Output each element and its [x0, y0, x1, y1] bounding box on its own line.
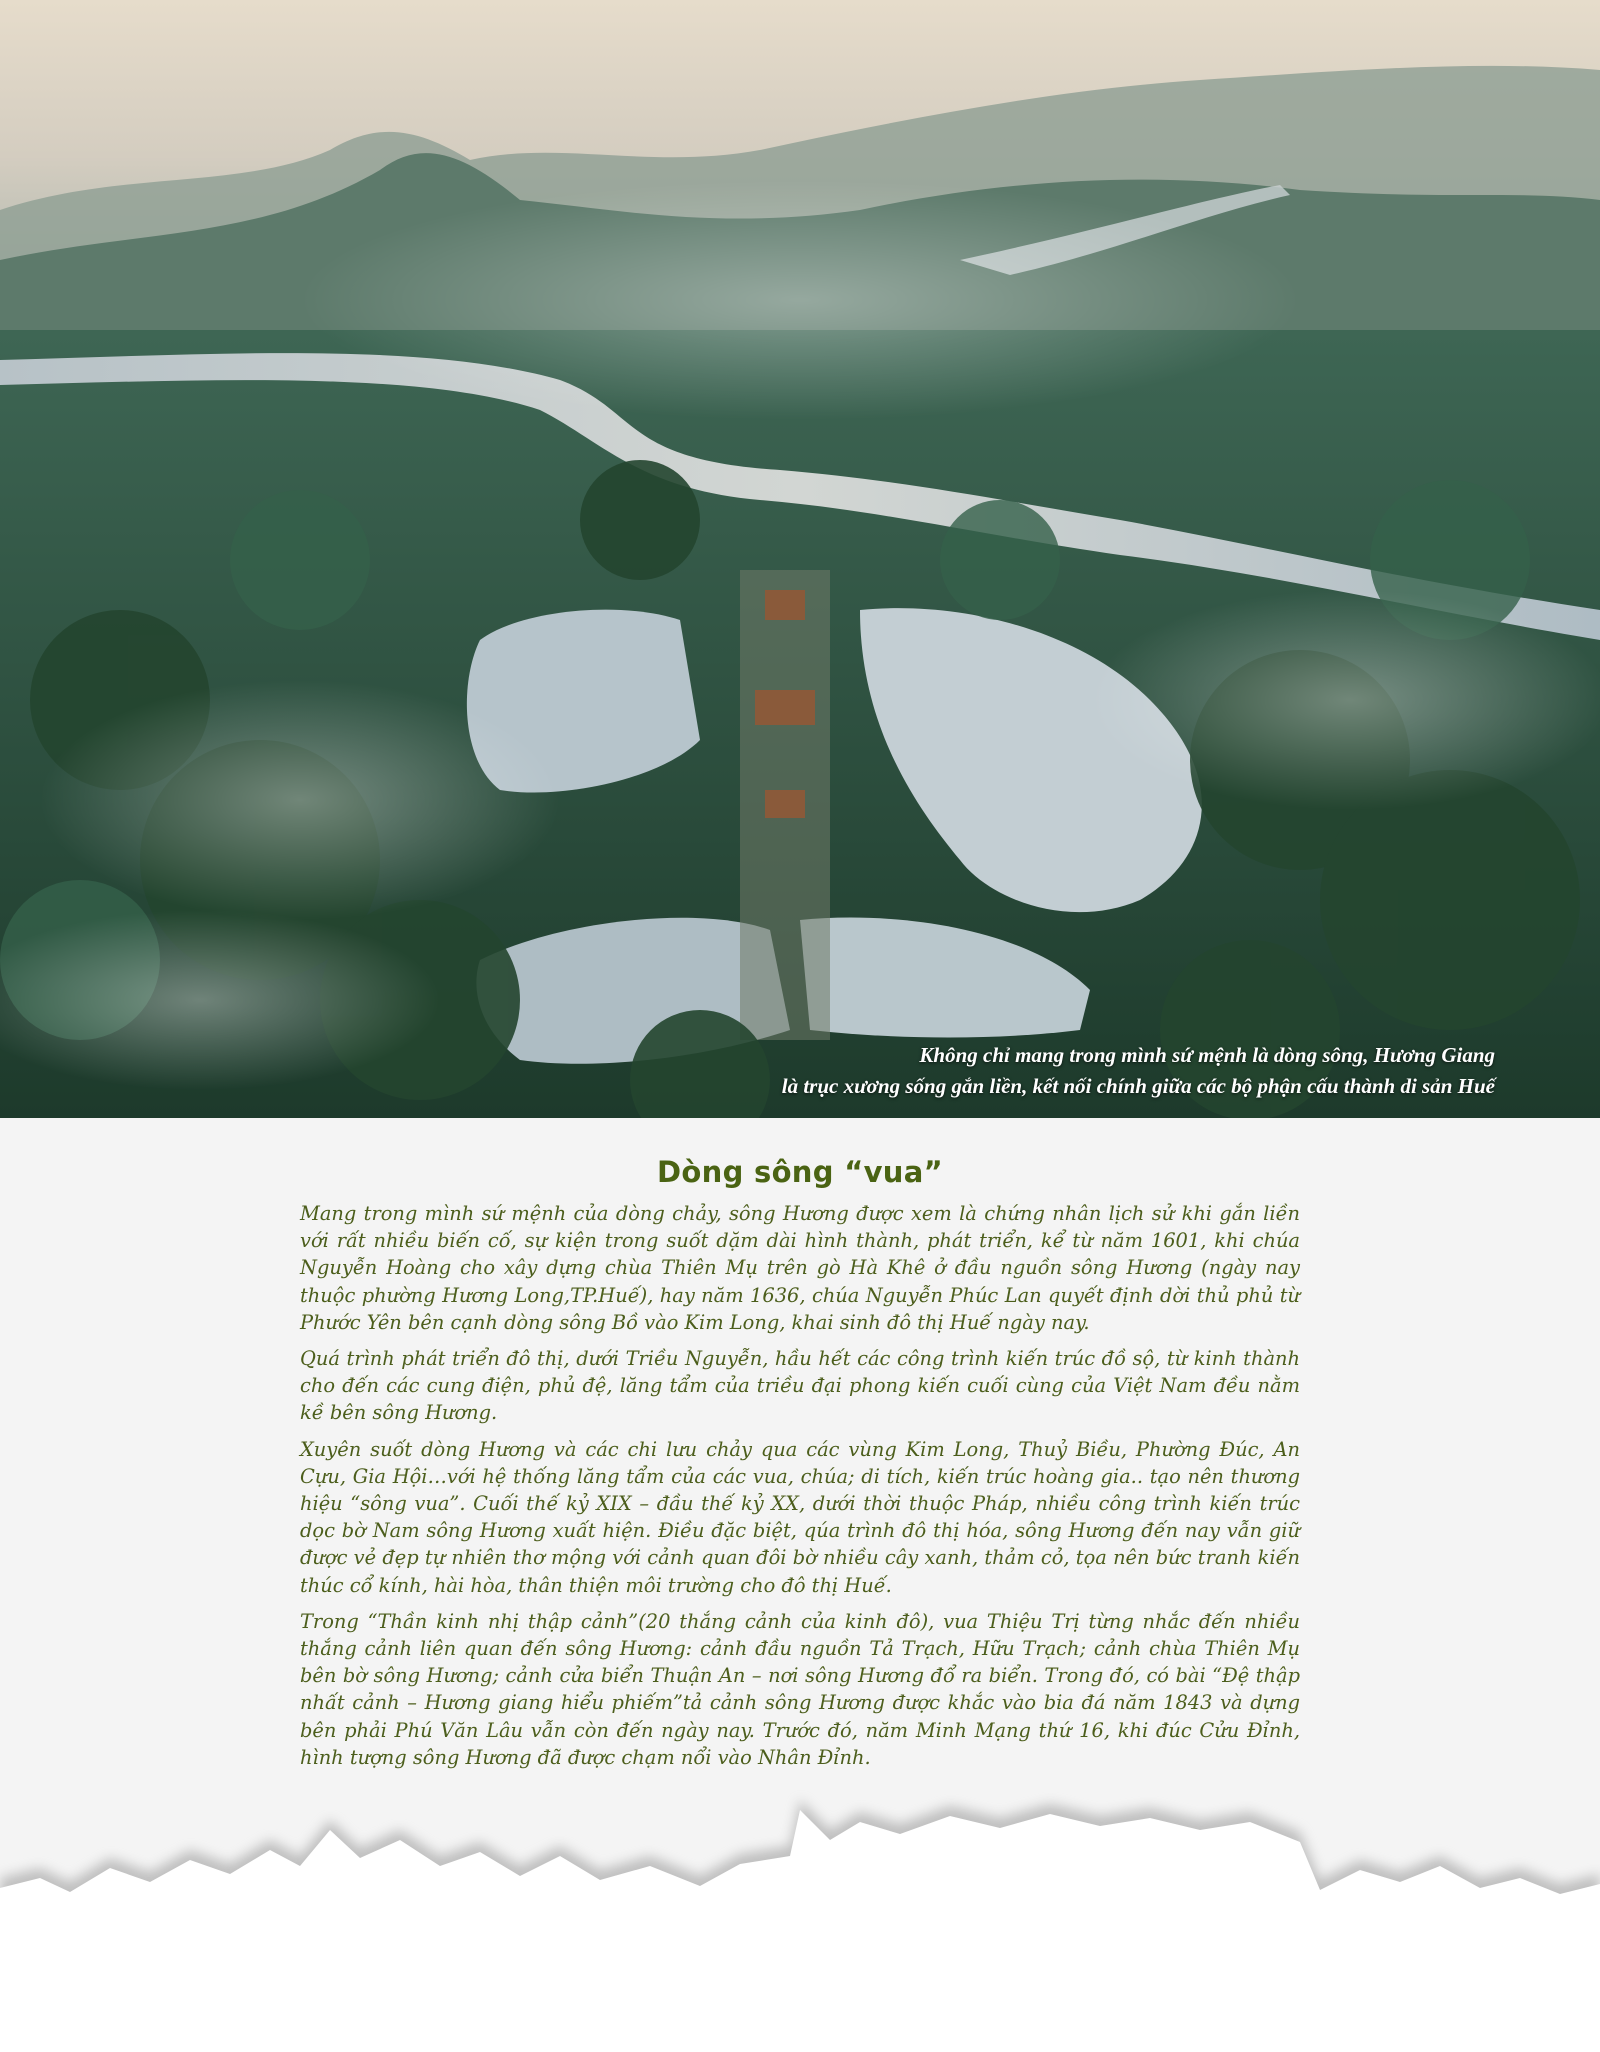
article-title: Dòng sông “vua”	[657, 1155, 943, 1189]
paragraph: Mang trong mình sứ mệnh của dòng chảy, sông Hương được xem là chứng nhân lịch sử khi gắn liền với rất nhiều biến cố, sự kiện trong suốt dặm dài hình thành, phát triển, kể từ năm 1601, khi chúa Nguyễn Hoàng cho xây dựng chùa Thiên Mụ trên gò Hà Khê ở đầu nguồn sông Hương (ngày nay thuộc phường Hương Long,TP.Huế), hay năm 1636, chúa Nguyễn Phúc Lan quyết định dời thủ phủ từ Phước Yên bên cạnh dòng sông Bồ vào Kim Long, khai sinh đô thị Huế ngày nay.	[300, 1202, 1300, 1334]
paragraph: Trong “Thần kinh nhị thập cảnh”(20 thắng cảnh của kinh đô), vua Thiệu Trị từng nhắc đến nhiều thắng cảnh liên quan đến sông Hương: cảnh đầu nguồn Tả Trạch, Hữu Trạch; cảnh chùa Thiên Mụ bên bờ sông Hương; cảnh cửa biển Thuận An – nơi sông Hương đổ ra biển. Trong đó, có bài “Đệ thập nhất cảnh – Hương giang hiểu phiếm”tả cảnh sông Hương được khắc vào bia đá năm 1843 và dựng bên phải Phú Văn Lâu vẫn còn đến ngày nay. Trước đó, năm Minh Mạng thứ 16, khi đúc Cửu Đỉnh, hình tượng sông Hương đã được chạm nổi vào Nhân Đỉnh.	[300, 1609, 1300, 1769]
caption-line-2: là trục xương sống gắn liền, kết nối chính giữa các bộ phận cấu thành di sản Huế	[781, 1074, 1495, 1098]
torn-paper-edge	[0, 1760, 1600, 2052]
article-body	[300, 1200, 1300, 1780]
paragraph: Xuyên suốt dòng Hương và các chi lưu chảy qua các vùng Kim Long, Thuỷ Biều, Phường Đúc, An Cựu, Gia Hội…với hệ thống lăng tẩm của các vua, chúa; di tích, kiến trúc hoàng gia.. tạo nên thương hiệu “sông vua”. Cuối thế kỷ XIX – đầu thế kỷ XX, dưới thời thuộc Pháp, nhiều công trình kiến trúc dọc bờ Nam sông Hương xuất hiện. Điều đặc biệt, qúa trình đô thị hóa, sông Hương đến nay vẫn giữ được vẻ đẹp tự nhiên thơ mộng với cảnh quan đôi bờ nhiều cây xanh, thảm cỏ, tọa nên bức tranh kiến thúc cổ kính, hài hòa, thân thiện môi trường cho đô thị Huế.	[300, 1437, 1300, 1597]
caption-line-1: Không chỉ mang trong mình sứ mệnh là dòng sông, Hương Giang	[919, 1043, 1495, 1067]
photo-caption	[395, 1040, 1495, 1102]
paragraph: Quá trình phát triển đô thị, dưới Triều Nguyễn, hầu hết các công trình kiến trúc đồ sộ, từ kinh thành cho đến các cung điện, phủ đệ, lăng tẩm của triều đại phong kiến cuối cùng của Việt Nam đều nằm kề bên sông Hương.	[300, 1347, 1300, 1425]
